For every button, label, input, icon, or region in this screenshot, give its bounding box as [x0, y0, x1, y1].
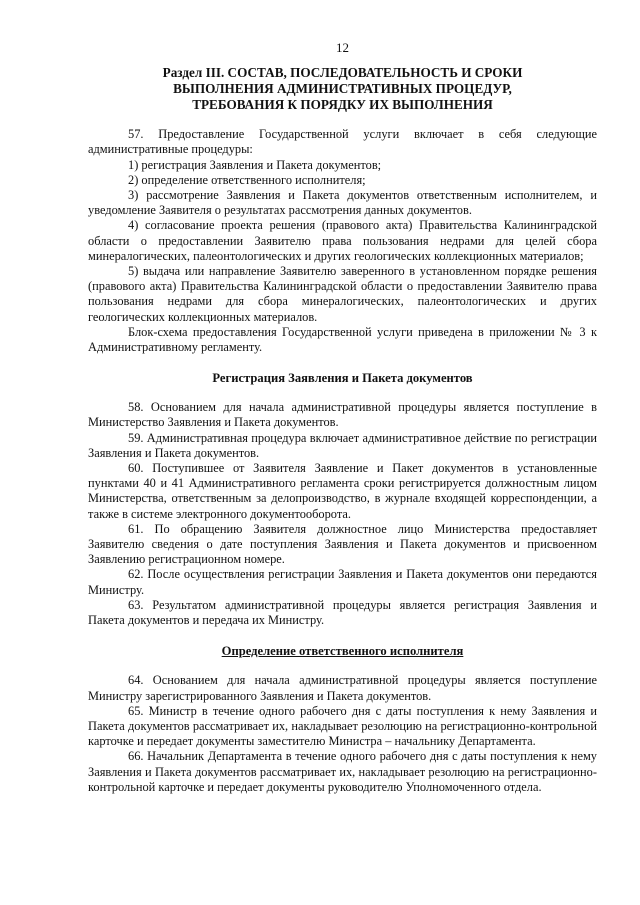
registration-section	[88, 400, 597, 628]
page-number: 12	[336, 40, 349, 55]
section-title-line: ТРЕБОВАНИЯ К ПОРЯДКУ ИХ ВЫПОЛНЕНИЯ	[192, 97, 493, 113]
subsection-heading	[88, 644, 597, 659]
paragraph: 60. Поступившее от Заявителя Заявление и Пакет документов в установленные пунктами 40 и 41 Административного регламента сроки регистрируется должностным лицом Министерства, ответственным за делопроизводство, в журнале входящей корреспонденции, а также в системе электронного документооборота.	[88, 461, 597, 521]
paragraph: 61. По обращению Заявителя должностное лицо Министерства предоставляет Заявителю сведения о дате поступления Заявления и Пакета документов и присвоенном Заявлению регистрационном номере.	[88, 521, 597, 567]
subsection-heading-text: Определение ответственного исполнителя	[221, 644, 464, 659]
section-title-line: ВЫПОЛНЕНИЯ АДМИНИСТРАТИВНЫХ ПРОЦЕДУР,	[173, 81, 512, 97]
paragraph: 64. Основанием для начала административной процедуры является поступление Министру зарегистрированного Заявления и Пакета документов.	[88, 673, 597, 703]
executor-section	[88, 673, 597, 795]
list-item: 1) регистрация Заявления и Пакета документов;	[128, 157, 382, 172]
paragraph: 58. Основанием для начала административной процедуры является поступление в Министерство Заявления и Пакета документов.	[88, 400, 597, 430]
paragraph: 65. Министр в течение одного рабочего дня с даты поступления к нему Заявления и Пакета документов рассматривает их, накладывает резолюцию на регистрационно-контрольной карточке и передает документы заместителю Министра – начальнику Департамента.	[88, 703, 597, 749]
paragraph: 63. Результатом административной процедуры является регистрация Заявления и Пакета документов и передача их Министру.	[88, 597, 597, 628]
paragraph: 66. Начальник Департамента в течение одного рабочего дня с даты поступления к нему Заявления и Пакета документов рассматривает их, накладывает резолюцию на регистрационно-контрольной карточке и передает документы руководителю Уполномоченного отдела.	[88, 749, 597, 794]
section-title-line: Раздел III. СОСТАВ, ПОСЛЕДОВАТЕЛЬНОСТЬ И СРОКИ	[162, 65, 523, 81]
paragraph: Блок-схема предоставления Государственной услуги приведена в приложении № 3 к Административному регламенту.	[88, 324, 597, 355]
document-page	[88, 40, 597, 795]
paragraph: 59. Административная процедура включает административное действие по регистрации Заявления и Пакета документов.	[88, 430, 597, 460]
list-item: 5) выдача или направление Заявителю заверенного в установленном порядке решения (правового акта) Правительства Калининградской области о предоставлении Заявителю права пользования недрами для сбора минералогических, палеонтологических и других геологических коллекционных материалов.	[88, 264, 597, 324]
procedures-list	[88, 127, 597, 355]
paragraph: 57. Предоставление Государственной услуги включает в себя следующие административные процедуры:	[88, 127, 597, 157]
list-item: 2) определение ответственного исполнителя;	[128, 172, 366, 187]
list-item: 3) рассмотрение Заявления и Пакета документов ответственным исполнителем, и уведомление Заявителя о результатах рассмотрения данных документов.	[88, 188, 597, 218]
section-title	[88, 65, 597, 113]
paragraph: 62. После осуществления регистрации Заявления и Пакета документов они передаются Министру.	[88, 567, 597, 597]
list-item: 4) согласование проекта решения (правового акта) Правительства Калининградской области о предоставлении Заявителю права пользования недрами для целей сбора минералогических, палеонтологических и других геологических коллекционных материалов;	[88, 218, 597, 263]
subsection-heading: Регистрация Заявления и Пакета документов	[212, 371, 473, 386]
